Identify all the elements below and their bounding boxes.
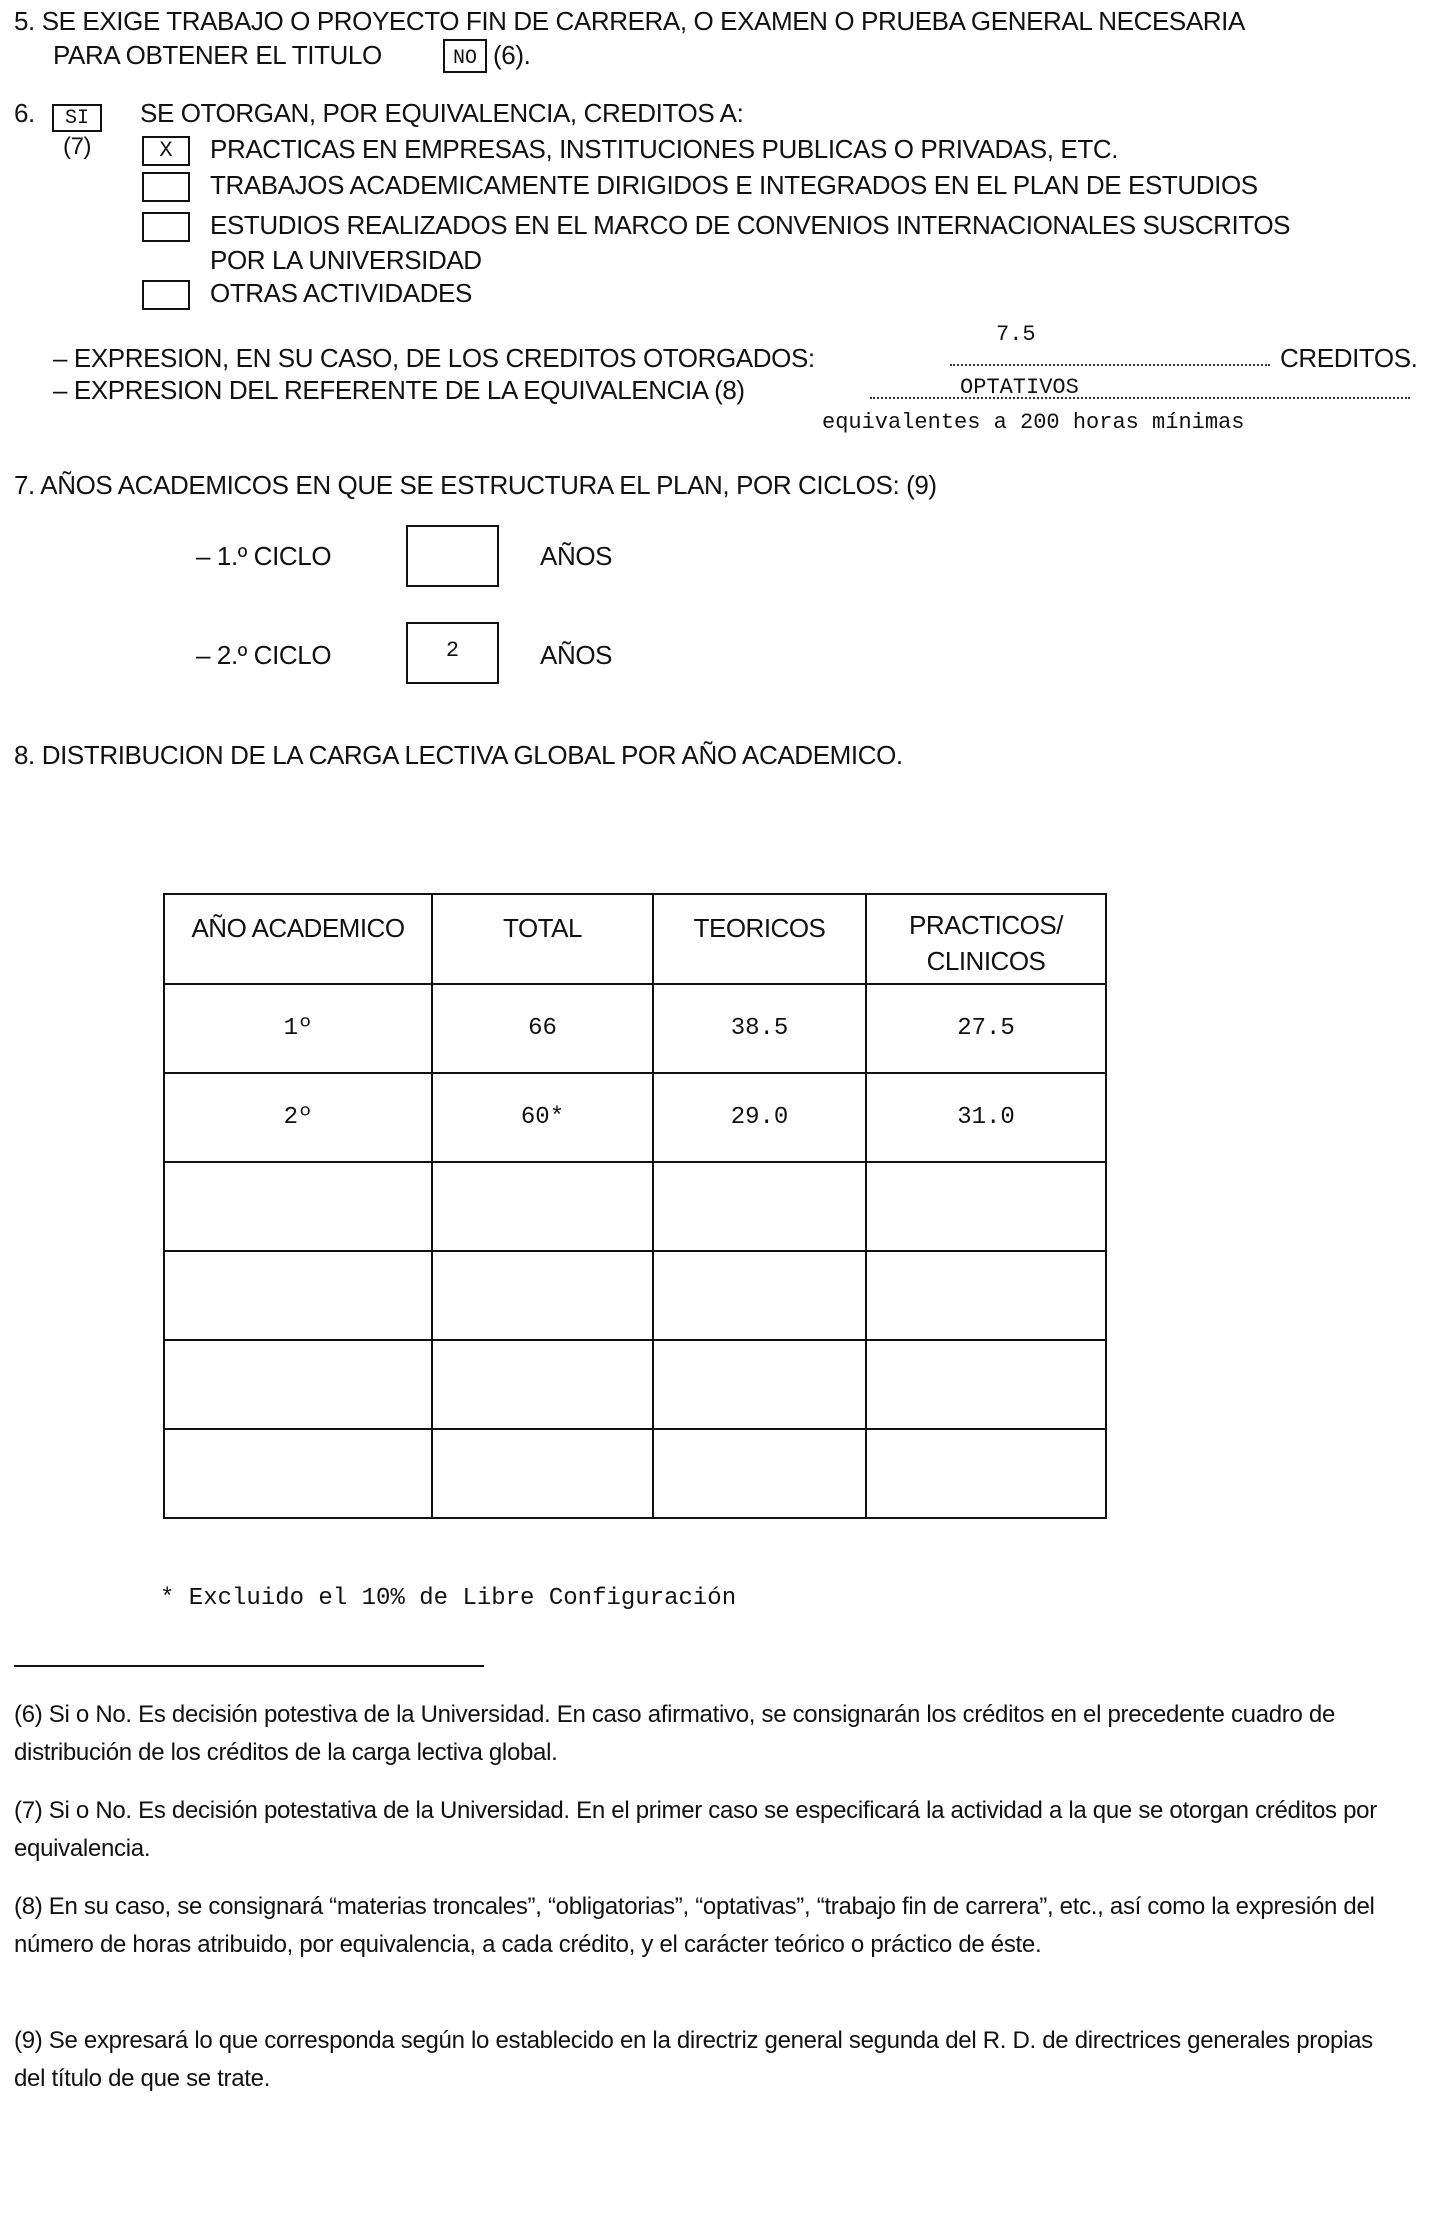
table-cell[interactable]: 1º bbox=[164, 984, 432, 1073]
table-cell[interactable]: 27.5 bbox=[866, 984, 1106, 1073]
table-row bbox=[164, 1162, 1106, 1251]
ciclo2-years-value: 2 bbox=[445, 638, 460, 663]
option-checkbox-trabajos[interactable] bbox=[142, 172, 190, 202]
footnote-9: (9) Se expresará lo que corresponda según lo establecido en la directriz general segunda del R. D. de directrices generales propias del título de que se trate. bbox=[14, 2027, 1373, 2092]
option-checkbox-practicas-mark: X bbox=[159, 138, 173, 163]
column-header-practicos: PRACTICOS/ CLINICOS bbox=[866, 894, 1106, 984]
option-checkbox-otras-mark bbox=[144, 282, 188, 308]
section6-heading: SE OTORGAN, POR EQUIVALENCIA, CREDITOS A: bbox=[140, 98, 744, 128]
section7-heading: 7. AÑOS ACADEMICOS EN QUE SE ESTRUCTURA EL PLAN, POR CICLOS: (9) bbox=[14, 470, 937, 500]
option-label-estudios-line2: POR LA UNIVERSIDAD bbox=[210, 245, 482, 275]
table-row bbox=[164, 1251, 1106, 1340]
table-cell[interactable] bbox=[164, 1162, 432, 1251]
table-cell[interactable] bbox=[432, 1340, 653, 1429]
table-header-row bbox=[164, 894, 1106, 984]
creditos-value: 7.5 bbox=[996, 322, 1036, 347]
option-label-estudios: ESTUDIOS REALIZADOS EN EL MARCO DE CONVENIOS INTERNACIONALES SUSCRITOS bbox=[210, 210, 1291, 240]
note-ref-7: (7) bbox=[63, 133, 92, 160]
footnote-7: (7) Si o No. Es decisión potestativa de la Universidad. En el primer caso se especificará la actividad a la que se otorgan créditos por equivalencia. bbox=[14, 1797, 1377, 1862]
table-cell[interactable]: 38.5 bbox=[653, 984, 866, 1073]
table-cell[interactable] bbox=[164, 1429, 432, 1518]
table-cell[interactable] bbox=[653, 1162, 866, 1251]
section5-line2-suffix: (6). bbox=[493, 40, 531, 70]
table-cell[interactable] bbox=[866, 1429, 1106, 1518]
section5-line1: 5. SE EXIGE TRABAJO O PROYECTO FIN DE CARRERA, O EXAMEN O PRUEBA GENERAL NECESARIA bbox=[14, 6, 1245, 36]
referente-note: equivalentes a 200 horas mínimas bbox=[822, 410, 1245, 435]
table-row bbox=[164, 1429, 1106, 1518]
titulo-checkbox-value: NO bbox=[452, 47, 477, 70]
option-label-trabajos: TRABAJOS ACADEMICAMENTE DIRIGIDOS E INTEGRADOS EN EL PLAN DE ESTUDIOS bbox=[210, 170, 1258, 200]
table-cell[interactable] bbox=[432, 1251, 653, 1340]
column-header-ano: AÑO ACADEMICO bbox=[164, 894, 432, 984]
table-note: * Excluido el 10% de Libre Configuración bbox=[160, 1585, 737, 1612]
column-header-total: TOTAL bbox=[432, 894, 653, 984]
footnote-8: (8) En su caso, se consignará “materias troncales”, “obligatorias”, “optativas”, “trabajo fin de carrera”, etc., así como la expresión del número de horas atribuido, por equivalencia, a cada crédito, y el carácter teórico o práctico de éste. bbox=[14, 1893, 1375, 1958]
ciclo1-years-value bbox=[408, 541, 497, 585]
table-row bbox=[164, 1340, 1106, 1429]
table-cell[interactable] bbox=[866, 1251, 1106, 1340]
table-cell[interactable]: 31.0 bbox=[866, 1073, 1106, 1162]
option-checkbox-trabajos-mark bbox=[144, 174, 188, 200]
table-cell[interactable]: 29.0 bbox=[653, 1073, 866, 1162]
option-checkbox-otras[interactable] bbox=[142, 280, 190, 310]
table-cell[interactable] bbox=[866, 1162, 1106, 1251]
si-checkbox[interactable] bbox=[52, 104, 102, 132]
table-cell[interactable]: 66 bbox=[432, 984, 653, 1073]
table-cell[interactable] bbox=[432, 1162, 653, 1251]
option-checkbox-practicas[interactable] bbox=[142, 136, 190, 166]
ciclo1-years-field[interactable] bbox=[406, 525, 499, 587]
referente-dotted-line bbox=[870, 397, 1410, 399]
referente-label: – EXPRESION DEL REFERENTE DE LA EQUIVALENCIA (8) bbox=[53, 375, 745, 405]
creditos-dotted-line bbox=[950, 364, 1270, 366]
table-row bbox=[164, 984, 1106, 1073]
table-cell[interactable] bbox=[653, 1340, 866, 1429]
ciclo2-unit: AÑOS bbox=[540, 640, 613, 670]
section5-line2-prefix: PARA OBTENER EL TITULO bbox=[53, 40, 382, 70]
carga-lectiva-table bbox=[163, 893, 1107, 1519]
table-cell[interactable] bbox=[866, 1340, 1106, 1429]
creditos-label: – EXPRESION, EN SU CASO, DE LOS CREDITOS OTORGADOS: bbox=[53, 343, 815, 373]
footnote-6: (6) Si o No. Es decisión potestiva de la Universidad. En caso afirmativo, se consignarán los créditos en el precedente cuadro de distribución de los créditos de la carga lectiva global. bbox=[14, 1701, 1335, 1766]
table-row bbox=[164, 1073, 1106, 1162]
table-cell[interactable] bbox=[432, 1429, 653, 1518]
option-label-practicas: PRACTICAS EN EMPRESAS, INSTITUCIONES PUBLICAS O PRIVADAS, ETC. bbox=[210, 134, 1119, 164]
ciclo2-label: – 2.º CICLO bbox=[196, 640, 332, 670]
creditos-unit: CREDITOS. bbox=[1280, 343, 1418, 373]
table-cell[interactable]: 60* bbox=[432, 1073, 653, 1162]
section8-heading: 8. DISTRIBUCION DE LA CARGA LECTIVA GLOBAL POR AÑO ACADEMICO. bbox=[14, 740, 903, 770]
column-header-teoricos: TEORICOS bbox=[653, 894, 866, 984]
option-checkbox-estudios-mark bbox=[144, 214, 188, 240]
table-cell[interactable] bbox=[653, 1429, 866, 1518]
table-cell[interactable] bbox=[164, 1251, 432, 1340]
si-checkbox-value: SI bbox=[64, 107, 89, 130]
table-cell[interactable]: 2º bbox=[164, 1073, 432, 1162]
table-cell[interactable] bbox=[164, 1340, 432, 1429]
referente-value: OPTATIVOS bbox=[960, 375, 1079, 400]
option-checkbox-estudios[interactable] bbox=[142, 212, 190, 242]
ciclo2-years-field[interactable] bbox=[406, 622, 499, 684]
section6-number: 6. bbox=[14, 98, 35, 128]
ciclo1-label: – 1.º CICLO bbox=[196, 541, 332, 571]
option-label-otras: OTRAS ACTIVIDADES bbox=[210, 278, 472, 308]
ciclo1-unit: AÑOS bbox=[540, 541, 613, 571]
footnote-divider bbox=[14, 1665, 484, 1667]
table-cell[interactable] bbox=[653, 1251, 866, 1340]
titulo-checkbox[interactable] bbox=[443, 39, 487, 73]
